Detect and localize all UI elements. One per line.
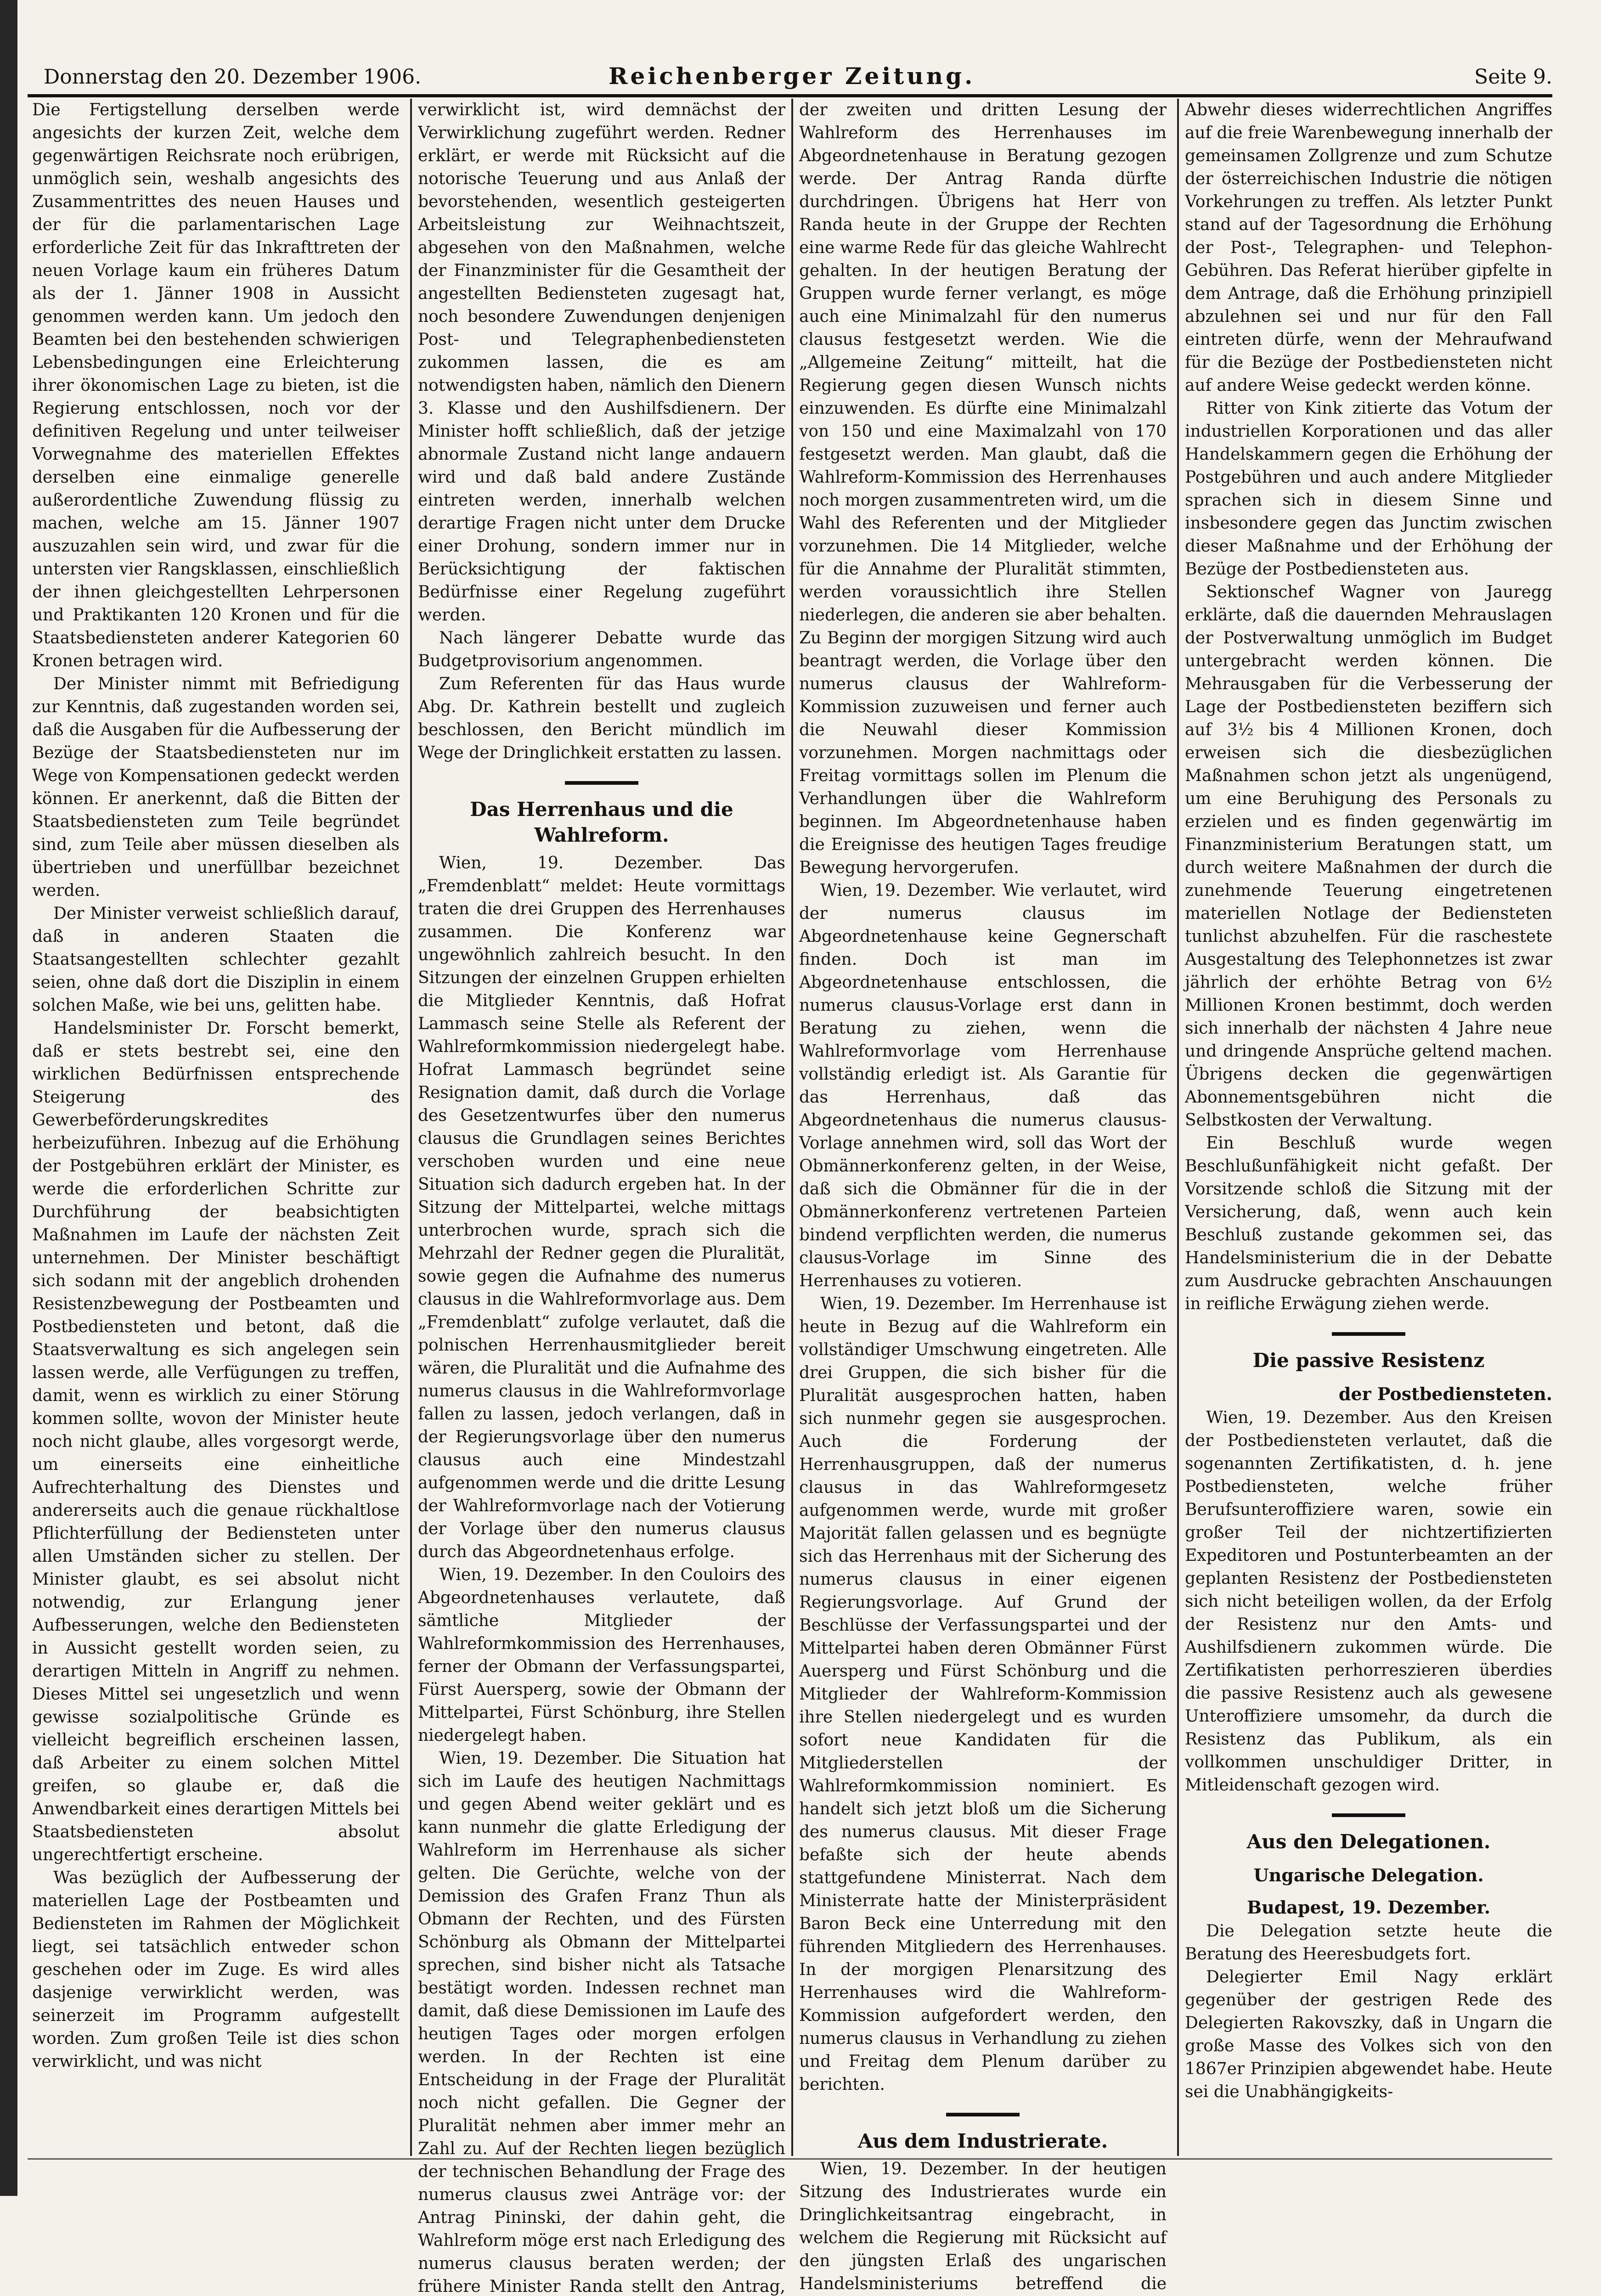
column-2: [418, 99, 785, 2296]
paragraph: Die Fertigstellung derselben werde angesichts der kurzen Zeit, welche dem gegenwärtigen Reichsrate noch erübrigen, unmöglich sein, weshalb angesichts des Zusammentrittes des neuen Hauses und der für die parlamentarischen Lage erforderliche Zeit für das Inkrafttreten der neuen Vorlage kaum ein früheres Datum als der 1. Jänner 1908 in Aussicht genommen werden kann. Um jedoch den Beamten bei den bestehenden schwierigen Lebensbedingungen eine Erleichterung ihrer ökonomischen Lage zu bieten, ist die Regierung entschlossen, noch vor der definitiven Regelung und unter teilweiser Vorwegnahme des materiellen Effektes derselben eine einmalige generelle außerordentliche Zuwendung flüssig zu machen, welche am 15. Jänner 1907 auszuzahlen sein wird, und zwar für die untersten vier Rangsklassen, einschließlich der ihnen gleichgestellten Lehrpersonen und Praktikanten 120 Kronen und für die Staatsbediensteten anderer Kategorien 60 Kronen betragen wird.: [32, 101, 400, 670]
paragraph: Delegierter Emil Nagy erklärt gegenüber der gestrigen Rede des Delegierten Rakovszky, daß in Ungarn die große Masse des Volkes sich von den 1867er Prinzipien abgewendet habe. Heute sei die Unabhängigkeits-: [1185, 1968, 1552, 2101]
paragraph: Was bezüglich der Aufbesserung der materiellen Lage der Postbeamten und Bediensteten im Rahmen der Möglichkeit liegt, sei tatsächlich entweder schon geschehen oder im Zuge. Es wird alles dasjenige verwirklicht werden, was seinerzeit im Programm aufgestellt worden. Zum großen Teile ist dies schon verwirklicht, und was nicht: [32, 1868, 400, 2071]
paragraph: Ein Beschluß wurde wegen Beschlußunfähigkeit nicht gefaßt. Der Vorsitzende schloß die Sitzung mit der Versicherung, daß, wenn auch kein Beschluß zustande gekommen sei, das Handelsministerium die in der Debatte zum Ausdrucke gebrachten Anschauungen in reifliche Erwägung ziehen werde.: [1185, 1134, 1552, 1313]
newspaper-title: Reichenberger Zeitung.: [609, 62, 975, 90]
scan-edge: [0, 0, 17, 2196]
paragraph: Wien, 19. Dezember. Die Situation hat sich im Laufe des heutigen Nachmittags und gegen Abend weiter geklärt und es kann nunmehr die glatte Erledigung der Wahlreform im Herrenhause als sicher gelten. Die Gerüchte, welche von der Demission des Grafen Franz Thun als Obmann der Rechten, und des Fürsten Schönburg als Obmann der Mittelpartei sprechen, sind bisher nicht als Tatsache bestätigt worden. Indessen rechnet man damit, daß diese Demissionen im Laufe des heutigen Tages oder morgen erfolgen werden. In der Rechten ist eine Entscheidung in der Frage der Pluralität noch nicht gefallen. Die Gegner der Pluralität nehmen aber immer mehr an Zahl zu. Auf der Rechten liegen bezüglich der technischen Behandlung der Frage des numerus clausus zwei Anträge vor: der Antrag Pininski, der dahin geht, die Wahlreform möge erst nach Erledigung des numerus clausus beraten werden; der frühere Minister Randa stellt den Antrag,: [418, 1749, 785, 2296]
paragraph: Wien, 19. Dezember. Aus den Kreisen der Postbediensteten verlautet, daß die sogenannten Zertifikatisten, d. h. jene Postbediensteten, welche früher Berufsunteroffiziere waren, sowie ein großer Teil der nichtzertifizierten Expeditoren und Postunterbeamten an der geplanten Resistenz der Postbediensteten sich nicht beteiligen wollen, da der Erfolg der Resistenz nur den Amts- und Aushilfsdienern zukommen würde. Die Zertifikatisten perhorreszieren überdies die passive Resistenz auch als gewesene Unteroffiziere umsomehr, da durch die Resistenz das Publikum, als ein vollkommen unschuldiger Dritter, in Mitleidenschaft gezogen wird.: [1185, 1408, 1552, 1795]
section-subtitle: Ungarische Delegation.: [1253, 1865, 1484, 1885]
paragraph: Die Delegation setzte heute die Beratung des Heeresbudgets fort.: [1185, 1922, 1552, 1964]
column-3: [799, 99, 1167, 2293]
section-separator: [565, 781, 638, 785]
paragraph: Ritter von Kink zitierte das Votum der industriellen Korporationen und das aller Handelskammern gegen die Erhöhung der Postgebühren und auch andere Mitglieder sprachen sich in diesem Sinne und insbesondere gegen das Junctim zwischen dieser Maßnahme und der Erhöhung der Bezüge der Postbediensteten aus.: [1185, 399, 1552, 579]
section-separator: [1332, 1332, 1405, 1336]
column-4: [1185, 99, 1552, 2151]
paragraph: Zum Referenten für das Haus wurde Abg. Dr. Kathrein bestellt und zugleich beschlossen, den Bericht mündlich im Wege der Dringlichkeit erstatten zu lassen.: [418, 675, 785, 762]
paragraph: Wien, 19. Dezember. Das „Fremdenblatt“ meldet: Heute vormittags traten die drei Gruppen des Herrenhauses zusammen. Die Konferenz war ungewöhnlich zahlreich besucht. In den Sitzungen der einzelnen Gruppen erhielten die Mitglieder Kenntnis, daß Hofrat Lammasch seine Stelle als Referent der Wahlreformkommission niedergelegt habe. Hofrat Lammasch begründet seine Resignation damit, daß durch die Vorlage des Gesetzentwurfes über den numerus clausus die Grundlagen seines Berichtes verschoben wurden und eine neue Situation sich dadurch ergeben hat. In der Sitzung der Mittelpartei, welche mittags unterbrochen wurde, sprach sich die Mehrzahl der Redner gegen die Pluralität, sowie gegen die Aufnahme des numerus clausus in die Wahlreformvorlage aus. Dem „Fremdenblatt“ zufolge verlautet, daß die polnischen Herrenhausmitglieder bereit wären, die Pluralität und die Aufnahme des numerus clausus in die Wahlreformvorlage fallen zu lassen, jedoch verlangen, daß in der Regierungsvorlage über den numerus clausus auch eine Mindestzahl aufgenommen werde und die dritte Lesung der Wahlreformvorlage nach der Votierung der Vorlage über den numerus clausus durch das Abgeordnetenhaus erfolge.: [418, 854, 785, 1561]
page-number: Seite 9.: [1474, 65, 1552, 89]
section-title: Aus dem Industrierate.: [857, 2130, 1108, 2152]
paragraph: Handelsminister Dr. Forscht bemerkt, daß er stets bestrebt sei, eine den wirklichen Bedürfnissen entsprechende Steigerung des Gewerbeförderungskredites herbeizuführen. Inbezug auf die Erhöhung der Postgebühren erklärt der Minister, es werde die erforderlichen Schritte zur Durchführung der beabsichtigten Maßnahmen im Laufe der nächsten Zeit unternehmen. Der Minister beschäftigt sich sodann mit der angeblich drohenden Resistenzbewegung der Postbeamten und Postbediensteten und betont, daß die Staatsverwaltung es sich angelegen sein lassen werde, alle Verfügungen zu treffen, damit, wenn es wirklich zu einer Störung kommen sollte, wovon der Minister heute noch nicht glaube, alles vorgesorgt werde, um einerseits eine einheitliche Aufrechterhaltung des Dienstes und andererseits auch die genaue rückhaltlose Pflichterfüllung der Bediensteten unter allen Umständen sicher zu stellen. Der Minister glaubt, es sei absolut nicht notwendig, zur Erlangung jener Aufbesserungen, welche den Bediensteten in Aussicht gestellt worden seien, zu derartigen Mitteln in Angriff zu nehmen. Dieses Mittel sei ungesetzlich und wenn gewisse sozialpolitische Gründe es vielleicht begreiflich erscheinen lassen, daß Arbeiter zu einem solchen Mittel greifen, so glaube er, daß die Anwendbarkeit eines derartigen Mittels bei Staatsbediensteten absolut ungerechtfertigt erscheine.: [32, 1019, 400, 1864]
paragraph: Der Minister verweist schließlich darauf, daß in anderen Staaten die Staatsangestellten schlechter gezahlt seien, ohne daß dort die Disziplin in einem solchen Maße, wie bei uns, gelitten habe.: [32, 904, 400, 1015]
section-title: Aus den Delegationen.: [1246, 1830, 1491, 1853]
section-separator: [1332, 1813, 1405, 1817]
paragraph: Abwehr dieses widerrechtlichen Angriffes auf die freie Warenbewegung innerhalb der gemeinsamen Zollgrenze und zum Schutze der österreichischen Industrie die nötigen Vorkehrungen zu treffen. Als letzter Punkt stand auf der Tagesordnung die Erhöhung der Post-, Telegraphen- und Telephon-Gebühren. Das Referat hierüber gipfelte in dem Antrage, daß die Erhöhung prinzipiell abzulehnen sei und nur für den Fall eintreten dürfe, wenn der Mehraufwand für die Bezüge der Postbediensteten nicht auf andere Weise gedeckt werden könne.: [1185, 101, 1552, 395]
section-title: Das Herrenhaus und die Wahlreform.: [470, 798, 733, 846]
section-title: Die passive Resistenz: [1252, 1349, 1485, 1372]
section-separator: [946, 2113, 1020, 2116]
paragraph: Wien, 19. Dezember. Wie verlautet, wird der numerus clausus im Abgeordnetenhause keine Gegnerschaft finden. Doch ist man im Abgeordnetenhause entschlossen, die numerus clausus-Vorlage erst dann in Beratung zu ziehen, wenn die Wahlreformvorlage vom Herrenhause vollständig erledigt ist. Als Garantie für das Herrenhaus, daß das Abgeordnetenhaus die numerus clausus-Vorlage annehmen wird, soll das Wort der Obmännerkonferenz gelten, in der Weise, daß sich die Obmänner für die in der Obmännerkonferenz vertretenen Parteien bindend verpflichten werden, die numerus clausus-Vorlage im Sinne des Herrenhauses zu votieren.: [799, 881, 1167, 1290]
paragraph: Nach längerer Debatte wurde das Budgetprovisorium angenommen.: [418, 629, 785, 670]
paragraph: Wien, 19. Dezember. Im Herrenhause ist heute in Bezug auf die Wahlreform ein vollständiger Umschwung eingetreten. Alle drei Gruppen, die sich bisher für die Pluralität ausgesprochen hatten, haben sich nunmehr gegen sie ausgesprochen. Auch die Forderung der Herrenhausgruppen, daß der numerus clausus in das Wahlreformgesetz aufgenommen werde, wurde mit großer Majorität fallen gelassen und es begnügte sich das Herrenhaus mit der Sicherung des numerus clausus in einer eigenen Regierungsvorlage. Auf Grund der Beschlüsse der Verfassungspartei und der Mittelpartei haben deren Obmänner Fürst Auersperg und Fürst Schönburg und die Mitglieder der Wahlreform-Kommission ihre Stellen niedergelegt und es wurden sofort neue Kandidaten für die Mitgliederstellen der Wahlreformkommission nominiert. Es handelt sich jetzt bloß um die Sicherung des numerus clausus. Mit dieser Frage befaßte sich der heute abends stattgefundene Ministerrat. Nach dem Ministerrate hatte der Ministerpräsident Baron Beck eine Unterredung mit den führenden Mitgliedern des Herrenhauses. In der morgigen Plenarsitzung des Herrenhauses wird die Wahlreform-Kommission aufgefordert werden, den numerus clausus in Verhandlung zu ziehen und Freitag dem Plenum darüber zu berichten.: [799, 1294, 1167, 2094]
paragraph: Wien, 19. Dezember. In der heutigen Sitzung des Industrierates wurde ein Dringlichkeitsantrag eingebracht, in welchem die Regierung mit Rücksicht auf den jüngsten Erlaß des ungarischen Handelsministeriums betreffend die: [799, 2160, 1167, 2293]
bottom-rule: [28, 2158, 1552, 2160]
header-date: Donnerstag den 20. Dezember 1906.: [44, 65, 422, 89]
header-rule: [28, 94, 1552, 97]
dateline: Budapest, 19. Dezember.: [1246, 1897, 1491, 1918]
column-1: [32, 99, 400, 2151]
paragraph: verwirklicht ist, wird demnächst der Verwirklichung zugeführt werden. Redner erklärt, er werde mit Rücksicht auf die notorische Teuerung und aus Anlaß der bevorstehenden, wesentlich gesteigerten Arbeitsleistung zur Weihnachtszeit, abgesehen von den Maßnahmen, welche der Finanzminister für die Gesamtheit der angestellten Bediensteten zugesagt hat, noch besondere Zuwendungen denjenigen Post- und Telegraphenbediensteten zukommen lassen, die es am notwendigsten haben, nämlich den Dienern 3. Klasse und den Aushilfsdienern. Der Minister hofft schließlich, daß der jetzige abnormale Zustand nicht lange andauern wird und daß bald andere Zustände eintreten werden, innerhalb welchen derartige Fragen nicht unter dem Drucke einer Drohung, sondern immer nur in Berücksichtigung der faktischen Bedürfnisse einer Regelung zugeführt werden.: [418, 101, 785, 625]
paragraph: der zweiten und dritten Lesung der Wahlreform des Herrenhauses im Abgeordnetenhause in Beratung gezogen werde. Der Antrag Randa dürfte durchdringen. Übrigens hat Herr von Randa heute in der Gruppe der Rechten eine warme Rede für das gleiche Wahlrecht gehalten. In der heutigen Beratung der Gruppen wurde ferner verlangt, es möge auch eine Minimalzahl für den numerus clausus festgesetzt werden. Wie die „Allgemeine Zeitung“ mitteilt, hat die Regierung gegen diesen Wunsch nichts einzuwenden. Es dürfte eine Minimalzahl von 150 und eine Maximalzahl von 170 festgesetzt werden. Man glaubt, daß die Wahlreform-Kommission des Herrenhauses noch morgen zusammentreten wird, um die Wahl des Referenten und der Mitglieder vorzunehmen. Die 14 Mitglieder, welche für die Annahme der Pluralität stimmten, werden voraussichtlich ihre Stellen niederlegen, die anderen sie aber behalten. Zu Beginn der morgigen Sitzung wird auch beantragt werden, die Vorlage über den numerus clausus der Wahlreform-Kommission zuzuweisen und ferner auch die Neuwahl dieser Kommission vorzunehmen. Morgen nachmittags oder Freitag vormittags sollen im Plenum die Verhandlungen über die Wahlreform beginnen. Im Abgeordnetenhause haben die Ereignisse des heutigen Tages freudige Bewegung hervorgerufen.: [799, 101, 1167, 877]
section-subtitle: der Postbediensteten.: [1338, 1384, 1552, 1404]
paragraph: Wien, 19. Dezember. In den Couloirs des Abgeordnetenhauses verlautete, daß sämtliche Mitglieder der Wahlreformkommission des Herrenhauses, ferner der Obmann der Verfassungspartei, Fürst Auersperg, sowie der Obmann der Mittelpartei, Fürst Schönburg, ihre Stellen niedergelegt haben.: [418, 1565, 785, 1745]
column-divider: [410, 99, 412, 2156]
column-divider: [791, 99, 793, 2156]
paragraph: Sektionschef Wagner von Jauregg erklärte, daß die dauernden Mehrauslagen der Postverwaltung unmöglich im Budget untergebracht werden können. Die Mehrausgaben für die Verbesserung der Lage der Postbediensteten beziffern sich auf 3½ bis 4 Millionen Kronen, doch erweisen sich die diesbezüglichen Maßnahmen schon jetzt als ungenügend, um eine Beruhigung des Personals zu erzielen und es finden gegenwärtig im Finanzministerium Beratungen statt, um durch weitere Maßnahmen der durch die zunehmende Teuerung eingetretenen materiellen Notlage der Bediensteten tunlichst abzuhelfen. Für die raschestete Ausgestaltung des Telephonnetzes ist zwar jährlich der erhöhte Betrag von 6½ Millionen Kronen bestimmt, doch werden sich innerhalb der nächsten 4 Jahre neue und dringende Ansprüche geltend machen. Übrigens decken die gegenwärtigen Abonnementsgebühren nicht die Selbstkosten der Verwaltung.: [1185, 583, 1552, 1130]
column-divider: [1177, 99, 1179, 2156]
paragraph: Der Minister nimmt mit Befriedigung zur Kenntnis, daß zugestanden worden sei, daß die Ausgaben für die Aufbesserung der Bezüge der Staatsbediensteten nur im Wege von Kompensationen gedeckt werden können. Er anerkennt, daß die Bitten der Staatsbediensteten zum Teile begründet sind, zum Teile aber müssen dieselben als übertrieben und unerfüllbar bezeichnet werden.: [32, 675, 400, 900]
